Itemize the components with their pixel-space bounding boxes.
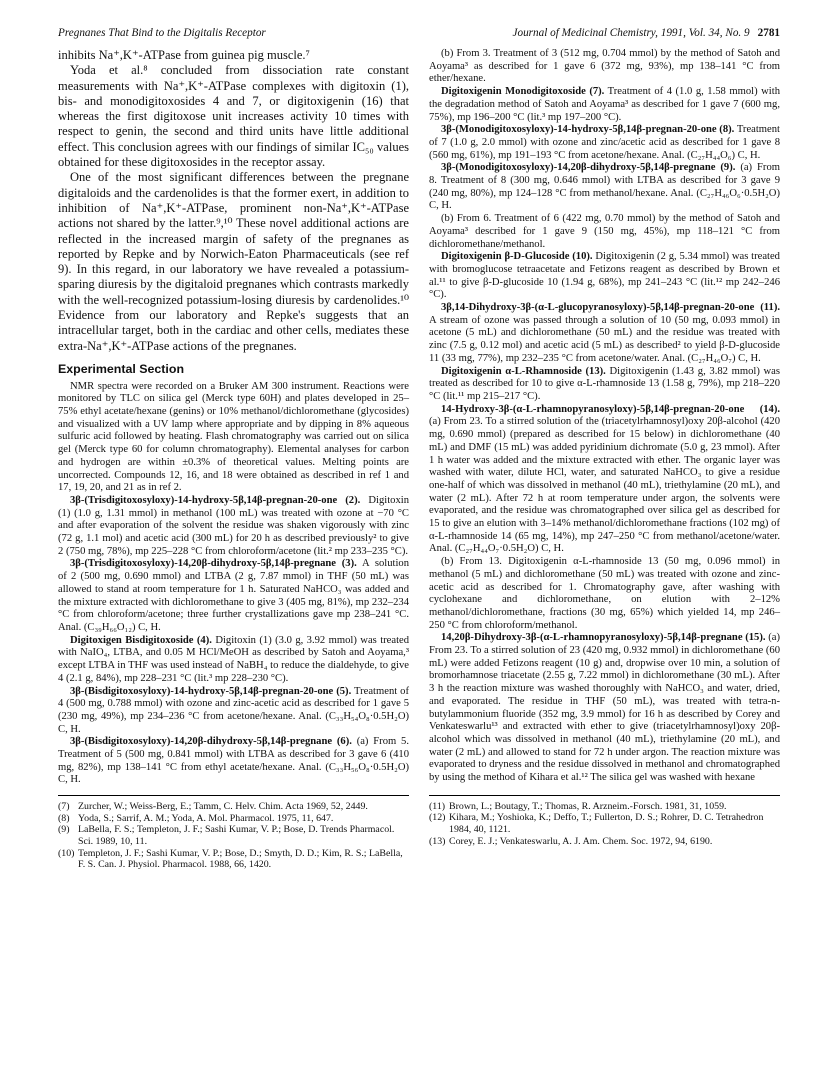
- reference-item: [429, 801, 780, 813]
- reference-item: [429, 812, 780, 835]
- reference-text: Corey, E. J.; Venkateswarlu, A. J. Am. Chem. Soc. 1972, 94, 6190.: [449, 835, 713, 847]
- compound-heading: 3β-(Trisdigitoxosyloxy)-14-hydroxy-5β,14β-pregnan-20-one (2).: [70, 494, 361, 506]
- reference-number: (11): [429, 800, 446, 812]
- reference-text: Kihara, M.; Yoshioka, K.; Deffo, T.; Fullerton, D. S.; Rohrer, D. C. Tetrahedron 1984, 40, 1121.: [449, 812, 764, 835]
- procedure-paragraph: [429, 213, 780, 251]
- procedure-paragraph: [429, 404, 780, 556]
- procedure-text: Treatment of 4 (1.0 g, 1.58 mmol) with the degradation method of Satoh and Aoyama³ as described for 1 gave 7 (600 mg, 75%), mp 196–200 °C (lit.³ mp 197–200 °C).: [429, 86, 780, 123]
- procedure-paragraph: [429, 124, 780, 162]
- procedure-paragraph: [58, 736, 409, 787]
- procedure-paragraph: [429, 86, 780, 124]
- footnote-references: [58, 795, 409, 871]
- compound-heading: 14-Hydroxy-3β-(α-L-rhamnopyranosyloxy)-5β,14β-pregnan-20-one (14).: [441, 403, 780, 415]
- procedure-paragraph: [58, 495, 409, 559]
- procedure-text: (b) From 13. Digitoxigenin α-L-rhamnoside 13 (50 mg, 0.096 mmol) in methanol (5 mL) and dichloromethane (50 mL) was treated with ozone and zinc-acetic acid as described for 1. Chromatography gave, after washing with cyclohexane and dichloromethane, on elution with 2–12% methanol/dichloromethane, fractions (30 mg, 65%) which yielded 14, mp 246–250 °C from chloroform/methanol.: [429, 556, 780, 631]
- reference-number: (8): [58, 812, 70, 824]
- compound-heading: Digitoxigen Bisdigitoxoside (4).: [70, 634, 212, 646]
- procedure-text: (b) From 6. Treatment of 6 (422 mg, 0.70 mmol) by the method of Satoh and Aoyama³ described for 1 gave 9 (150 mg, 45%), mp 118–121 °C from dichloromethane/methanol.: [429, 213, 780, 250]
- section-heading: Experimental Section: [58, 361, 185, 376]
- procedure-text: A stream of ozone was passed through a solution of 10 (50 mg, 0.093 mmol) in acetone (5 mL) and dichloromethane (50 mL) and the residue was treated with zinc (7.5 g, 0.12 mol) and acetic acid (5 mL) as described² to yield β-D-glucoside 11 (33 mg, 77%), mp 232–235 °C from acetone/water. Anal. (C₂₇H₄₆O₇) C, H.: [429, 314, 780, 364]
- reference-number: (7): [58, 801, 70, 813]
- reference-text: Zurcher, W.; Weiss-Berg, E.; Tamm, C. Helv. Chim. Acta 1969, 52, 2449.: [78, 801, 368, 813]
- procedure-paragraph: [429, 48, 780, 86]
- header-journal-info: [513, 26, 780, 40]
- compound-heading: Digitoxigenin α-L-Rhamnoside (13).: [441, 365, 606, 377]
- reference-number: (12): [429, 812, 446, 824]
- procedure-text: Digitoxin (1) (3.0 g, 3.92 mmol) was treated with NaIO₄, LTBA, and 0.05 M HCl/MeOH as described by Satoh and Aoyama,³ except LTBA in THF was used instead of NaBH₄ to reduce the dialdehyde, to give 4 (2.1 g, 84%), mp 228–231 °C (lit.³ mp 228–230 °C).: [58, 634, 410, 684]
- procedure-text: (b) From 3. Treatment of 3 (512 mg, 0.704 mmol) by the method of Satoh and Aoyama³ as described for 1 gave 6 (372 mg, 93%), mp 138–141 °C from ether/hexane.: [429, 48, 780, 85]
- procedure-text: Digitoxin (1) (1.0 g, 1.31 mmol) in methanol (100 mL) was treated with ozone at −70 °C and after evaporation of the solvent the residue was shaken vigorously with zinc (72 g, 1.1 mol) and acetic acid (300 mL) for 20 h as described previously² to give 2 (750 mg, 78%), mp 225–228 °C from chloroform/acetone (lit.² mp 233–235 °C).: [58, 494, 409, 557]
- procedure-paragraph: [58, 686, 409, 737]
- procedure-text: A solution of 2 (500 mg, 0.690 mmol) and LTBA (2 g, 7.87 mmol) in THF (50 mL) was allowed to stand at room temperature for 1 h. Saturated NaHCO₃ was added and the mixture extracted with dichloromethane to give 3 (405 mg, 81%), mp 232–234 °C from chloroform/acetone; three further crystallizations gave mp 238–241 °C. Anal. (C₃₉H₆₆O₁₂) C, H.: [58, 558, 410, 633]
- procedure-paragraph: [429, 251, 780, 302]
- procedure-text: (a) From 8. Treatment of 8 (300 mg, 0.646 mmol) with LTBA as described for 3 gave 9 (240 mg, 80%), mp 124–128 °C from methanol/hexane. Anal. (C₂₇H₄₆O₆·0.5H₂O) C, H.: [429, 162, 780, 212]
- footnote-references: [429, 795, 780, 847]
- header-short-title: Pregnanes That Bind to the Digitalis Receptor: [58, 27, 266, 39]
- intro-paragraph: Yoda et al.⁸ concluded from dissociation rate constant measurements with Na⁺,K⁺-ATPase complexes with digitoxin (1), bis- and monodigitoxosides 4 and 7, or digitoxigenin (16) that whereas the first digitoxose unit increases activity 10 times with respect to genin, the second and third units have little additional effect. This conclusion agrees with our findings of similar IC₅₀ values obtained for these digitoxosides in the receptor assay.: [58, 63, 409, 170]
- procedure-paragraph: [429, 366, 780, 404]
- compound-heading: 3β-(Trisdigitoxosyloxy)-14,20β-dihydroxy-5β,14β-pregnane (3).: [70, 558, 357, 570]
- procedure-paragraph: [429, 556, 780, 632]
- running-header: [58, 26, 780, 40]
- procedure-text: (a) From 5. Treatment of 5 (500 mg, 0.841 mmol) with LTBA as described for 3 gave 6 (410 mg, 82%), mp 138–141 °C from ethyl acetate/hexane. Anal. (C₃₃H₅₆O₈·0.5H₂O) C, H.: [58, 736, 409, 786]
- procedure-text: (a) From 23. To a stirred solution of the (triacetylrhamnosyl)oxy 20β-alcohol (420 mg, 0.690 mmol) (prepared as described for 15 below) in dichloromethane (40 mL) and DMF (15 mL) was added pyridinium dichromate (5.0 g, 23 mmol). After 1 h water was added and the mixture extracted with ether. The organic layer was washed with water, dilute HCl, water, and saturated NaHCO₃ to give a residue one-half of which was dissolved in methanol (40 mL), triethylamine (20 mL), and water (2 mL). After 72 h at room temperature under argon, the solvents were evaporated, and the residue was chromatographed over silica gel as described for 15 to give an elution with 3–14% methanol/dichloromethane fractions (102 mg) of α-L-rhamnoside 14 (65 mg, 14%), mp 247–250 °C from methanol/acetone/water. Anal. (C₂₇H₄₄O₇·0.5H₂O) C, H.: [429, 416, 780, 555]
- procedure-text: Digitoxigenin (2 g, 5.34 mmol) was treated with bromoglucose tetraacetate and Fetizons reagent as described by Brown et al.¹¹ to give β-D-glucoside 10 (1.94 g, 68%), mp 241–243 °C (lit.¹² mp 242–246 °C).: [429, 251, 780, 301]
- compound-heading: 3β-(Monodigitoxosyloxy)-14-hydroxy-5β,14β-pregnan-20-one (8).: [441, 124, 735, 136]
- procedure-paragraph: [429, 632, 780, 784]
- reference-item: [58, 848, 409, 871]
- procedure-paragraph: [429, 302, 780, 366]
- procedure-text: (a) From 23. To a stirred solution of 23 (420 mg, 0.932 mmol) in dichloromethane (60 mL) were added Fetizons reagent (10 g) and, dropwise over 10 min, a solution of bromorhamnose triacetate (2.55 g, 7.22 mmol) in dichloromethane (30 mL). After 3 h the reaction mixture was washed thoroughly with NaHCO₃ and water, dried, and evaporated. The residue in THF (50 mL), was treated with tetra-n-butylammonium fluoride (352 mg, 3.9 mmol) for 16 h as described by Corey and Venkateswarlu¹³ and extracted with ether to give (triacetylrhamnosyl)oxy 20β-alcohol which was dissolved in methanol (40 mL), triethylamine (20 mL), and water (2 mL) and allowed to stand for 72 h under argon. The reaction mixture was evaporated to dryness and the residue dissolved in methanol and chromatographed by using the method of Kihara et al.¹² The silica gel was washed with hexane: [429, 632, 780, 784]
- reference-text: Templeton, J. F.; Sashi Kumar, V. P.; Bose, D.; Smyth, D. D.; Kim, R. S.; LaBella, F. S. Can. J. Physiol. Pharmacol. 1988, 66, 1420.: [78, 847, 403, 871]
- compound-heading: 14,20β-Dihydroxy-3β-(α-L-rhamnopyranosyloxy)-5β,14β-pregnane (15).: [441, 632, 766, 644]
- compound-heading: Digitoxigenin Monodigitoxoside (7).: [441, 86, 605, 98]
- reference-text: LaBella, F. S.; Templeton, J. F.; Sashi Kumar, V. P.; Bose, D. Trends Pharmacol. Sci. 1989, 10, 11.: [78, 824, 395, 847]
- procedure-text: Treatment of 4 (500 mg, 0.788 mmol) with ozone and zinc-acetic acid as described for 1 gave 5 (230 mg, 49%), mp 234–236 °C from acetone/hexane. Anal. (C₃₃H₅₄O₈·0.5H₂O) C, H.: [58, 685, 409, 735]
- header-page-number: 2781: [757, 27, 780, 39]
- compound-heading: 3β-(Monodigitoxosyloxy)-14,20β-dihydroxy-5β,14β-pregnane (9).: [441, 162, 736, 174]
- compound-heading: 3β-(Bisdigitoxosyloxy)-14,20β-dihydroxy-5β,14β-pregnane (6).: [70, 736, 352, 748]
- header-journal-citation: Journal of Medicinal Chemistry, 1991, Vol. 34, No. 9: [512, 27, 750, 39]
- procedure-paragraph: [58, 635, 409, 686]
- intro-paragraph: inhibits Na⁺,K⁺-ATPase from guinea pig muscle.⁷: [58, 48, 310, 62]
- procedure-text: Digitoxigenin (1.43 g, 3.82 mmol) was treated as described for 10 to give α-L-rhamnoside 13 (1.58 g, 79%), mp 218–220 °C (lit.¹¹ mp 215–217 °C).: [429, 365, 781, 402]
- compound-heading: Digitoxigenin β-D-Glucoside (10).: [441, 251, 593, 263]
- compound-heading: 3β,14-Dihydroxy-3β-(α-L-glucopyranosyloxy)-5β,14β-pregnan-20-one (11).: [441, 302, 780, 314]
- reference-number: (10): [58, 847, 75, 859]
- left-column: [58, 48, 409, 871]
- reference-item: [58, 813, 409, 825]
- procedure-text: Treatment of 7 (1.0 g, 2.0 mmol) with ozone and zinc/acetic acid as described for 1 gave 8 (560 mg, 61%), mp 191–193 °C from acetone/hexane. Anal. (C₂₇H₄₄O₆) C, H.: [429, 124, 780, 161]
- reference-text: Brown, L.; Boutagy, T.; Thomas, R. Arzneim.-Forsch. 1981, 31, 1059.: [449, 800, 727, 812]
- reference-number: (13): [429, 835, 446, 847]
- reference-text: Yoda, S.; Sarrif, A. M.; Yoda, A. Mol. Pharmacol. 1975, 11, 647.: [78, 812, 334, 824]
- compound-heading: 3β-(Bisdigitoxosyloxy)-14-hydroxy-5β,14β-pregnan-20-one (5).: [70, 685, 352, 697]
- reference-number: (9): [58, 824, 70, 836]
- right-column: [429, 48, 780, 871]
- reference-item: [429, 836, 780, 848]
- general-methods-paragraph: NMR spectra were recorded on a Bruker AM 300 instrument. Reactions were monitored by TLC on silica gel (Merck type 60H) and plates developed in 25–75% ethyl acetate/hexane (genins) or 10% methanol/dichloromethane (glycosides) and visualized with a UV lamp where appropriate and by dipping in 8% aqueous sulfuric acid followed by heating. Flash chromatography was carried out on silica gel (Merck type 60 for column chromatography). Elemental analyses for carbon and hydrogen are within ±0.3% of theoretical values. Melting points are uncorrected. Compounds 12, 16, and 18 were obtained as described in ref 1 and 17, 19, 20, and 21 as in ref 2.: [58, 380, 409, 494]
- procedure-paragraph: [58, 558, 409, 634]
- reference-item: [58, 801, 409, 813]
- reference-item: [58, 824, 409, 847]
- procedure-paragraph: [429, 162, 780, 213]
- intro-paragraph: One of the most significant differences between the pregnane digitaloids and the cardenolides is that the former exert, in addition to inhibition of Na⁺,K⁺-ATPase, prominent non-Na⁺,K⁺-ATPase actions not shared by the latter.⁹,¹⁰ These novel additional actions are reflected in the increased margin of safety of the pregnanes as reported by Repke and by Norwich-Eaton Pharmaceuticals (see ref 9). In this regard, in our laboratory we have revealed a potassium-sparing diuresis by the digitaloid pregnanes which contrasts markedly with the well-recognized potassium-losing diuresis by cardenolides.¹⁰ Evidence from our laboratory and Repke's suggests that an intracellular target, both in the cardiac and other cells, mediates these extra-Na⁺,K⁺-ATPase actions of the pregnanes.: [58, 170, 409, 353]
